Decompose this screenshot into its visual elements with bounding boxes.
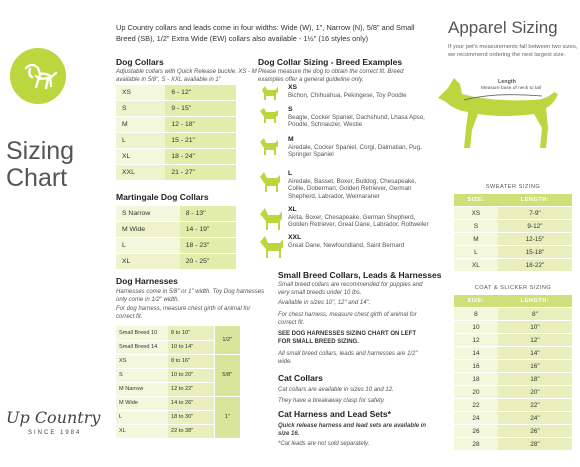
dog-xs-icon [258, 84, 280, 102]
table-row [116, 117, 236, 132]
cat-harness-p2: *Cat leads are not sold separately. [278, 441, 370, 447]
coat-sizing-title: COAT & SLICKER SIZING [474, 285, 552, 291]
breed-examples-title: Dog Collar Sizing - Breed Examples [258, 57, 403, 67]
size-cell: M [116, 117, 165, 132]
table-row [116, 85, 236, 100]
title-line-2: Chart [6, 164, 68, 192]
range-cell: 18 - 23" [180, 238, 236, 253]
breed-examples-note: Please measure the dog to obtain the correct fit. Breed examples offer a general guideline only. [258, 69, 404, 83]
width-cell: 1/2" [214, 326, 240, 354]
brand-since: SINCE 1984 [28, 430, 82, 436]
size-cell: L [116, 410, 168, 424]
length-label: Length [498, 79, 516, 85]
table-row [116, 396, 240, 410]
range-cell: 18 - 24" [165, 149, 236, 164]
size-cell: XS [116, 85, 165, 100]
cat-harness-p1: Quick release harness and lead sets are available in size 16. [278, 423, 427, 437]
table-row [454, 246, 572, 258]
size-cell: S Narrow [116, 206, 180, 221]
harnesses-note-2: For dog harness, measure chest girth of animal for correct fit. [116, 306, 251, 320]
length-cell: 8" [498, 308, 572, 320]
breed-text: Airedale, Basset, Boxer, Bulldog, Chesapeake, Collie, Doberman, Golden Retriever, German Shepherd, Labrador, Weimaraner [288, 177, 417, 200]
range-cell: 12 - 18" [165, 117, 236, 132]
table-row [116, 238, 236, 253]
table-row [116, 149, 236, 164]
small-breed-p4: SEE DOG HARNESSES SIZING CHART ON LEFT FOR SMALL BREED SIZING. [278, 331, 417, 345]
coat-table [454, 294, 572, 451]
range-cell: 8 to 10" [168, 326, 214, 340]
dog-collars-table [116, 84, 236, 181]
brand-logo: Up Country [6, 408, 101, 427]
cat-harness-title: Cat Harness and Lead Sets* [278, 409, 391, 419]
length-cell: 12-15" [498, 233, 572, 245]
size-cell: XL [454, 259, 498, 271]
size-cell: XL [116, 424, 168, 438]
table-row [454, 373, 572, 385]
sizing-chart-title [6, 138, 74, 192]
breed-text: Airedale, Cocker Spaniel, Corgi, Dalmatian, Pug, Springer Spaniel [288, 143, 422, 159]
range-cell: 10 to 20" [168, 368, 214, 382]
breed-item-s [288, 106, 428, 129]
column-header: SIZE: [454, 295, 498, 307]
table-header-row [454, 194, 572, 206]
range-cell: 8 - 13" [180, 206, 236, 221]
size-cell: S [454, 220, 498, 232]
size-cell: 26 [454, 425, 498, 437]
table-row [116, 222, 236, 237]
dog-l-icon [258, 170, 282, 192]
size-cell: XS [454, 207, 498, 219]
size-cell: XL [116, 149, 165, 164]
size-cell: Small Breed 14 [116, 340, 168, 354]
table-row [454, 207, 572, 219]
table-header-row [454, 295, 572, 307]
table-row [116, 165, 236, 180]
table-row [454, 399, 572, 411]
small-breed-p2: Available in sizes 10", 12" and 14". [278, 300, 371, 306]
harnesses-title: Dog Harnesses [116, 276, 178, 286]
size-cell: 28 [454, 438, 498, 450]
cat-collars-title: Cat Collars [278, 373, 323, 383]
intro-text: Up Country collars and leads come in four widths: Wide (W), 1", Narrow (N), 5/8" and Small Breed (SB), 1/2" Extra Wide (EW) collars also available - 1½" (16 styles only) [116, 23, 415, 43]
table-row [116, 206, 236, 221]
table-row [454, 412, 572, 424]
size-cell: M Wide [116, 396, 168, 410]
table-row [116, 326, 240, 340]
table-row [116, 354, 240, 368]
width-cell: 1" [214, 396, 240, 438]
size-cell: 12 [454, 334, 498, 346]
table-row [454, 347, 572, 359]
harnesses-note-1: Harnesses come in 5/8" or 1" width. Toy Dog harnesses only come in 1/2" width. [116, 289, 265, 303]
range-cell: 9 - 15" [165, 101, 236, 116]
breed-size: XS [288, 84, 298, 91]
length-cell: 26" [498, 425, 572, 437]
range-cell: 18 to 30" [168, 410, 214, 424]
table-row [116, 254, 236, 269]
range-cell: 15 - 21" [165, 133, 236, 148]
dog-s-icon [258, 106, 280, 124]
apparel-title: Apparel Sizing [448, 18, 558, 37]
length-cell: 28" [498, 438, 572, 450]
column-header: LENGTH: [498, 194, 572, 206]
dog-xl-icon [258, 206, 284, 230]
size-cell: S [116, 101, 165, 116]
size-cell: XXL [116, 165, 165, 180]
range-cell: 14 to 26" [168, 396, 214, 410]
small-breed-p3: For chest harness, measure chest girth of animal for correct fit. [278, 312, 417, 326]
table-row [454, 220, 572, 232]
range-cell: 10 to 14" [168, 340, 214, 354]
breed-item-xxl [288, 234, 428, 249]
breed-size: S [288, 106, 293, 113]
length-cell: 10" [498, 321, 572, 333]
length-cell: 12" [498, 334, 572, 346]
length-cell: 15-18" [498, 246, 572, 258]
size-cell: 8 [454, 308, 498, 320]
length-cell: 9-12" [498, 220, 572, 232]
column-header: SIZE: [454, 194, 498, 206]
size-cell: Small Breed 10 [116, 326, 168, 340]
martingale-table [116, 205, 236, 270]
apparel-note: If your pet's measurements fall between two sizes, we recommend ordering the next largest size. [448, 44, 578, 58]
size-cell: 22 [454, 399, 498, 411]
range-cell: 20 - 25" [180, 254, 236, 269]
length-cell: 22" [498, 399, 572, 411]
size-cell: M Wide [116, 222, 180, 237]
size-cell: 10 [454, 321, 498, 333]
size-cell: M [454, 233, 498, 245]
harnesses-table [116, 326, 240, 439]
cat-collars-p2: They have a breakaway clasp for safety. [278, 398, 385, 404]
table-row [454, 259, 572, 271]
length-cell: 24" [498, 412, 572, 424]
breed-size: L [288, 170, 293, 177]
breed-item-l [288, 170, 433, 200]
length-cell: 14" [498, 347, 572, 359]
size-cell: 16 [454, 360, 498, 372]
title-line-1: Sizing [6, 137, 75, 165]
sweater-sizing-title: SWEATER SIZING [485, 184, 541, 190]
breed-text: Beagle, Cocker Spaniel, Dachshund, Lhasa Apso, Poodle, Schnauzer, Westie [288, 113, 425, 129]
dog-logo-icon [10, 48, 66, 104]
size-cell: M Narrow [116, 382, 168, 396]
breed-item-m [288, 136, 428, 159]
cat-collars-p1: Cat collars are available in sizes 10 and 12. [278, 387, 394, 393]
table-row [454, 386, 572, 398]
small-breed-p1: Small breed collars are recommended for puppies and very small breeds under 10 lbs. [278, 282, 423, 296]
table-row [454, 308, 572, 320]
range-cell: 21 - 27" [165, 165, 236, 180]
dog-m-icon [258, 136, 280, 156]
breed-item-xl [288, 206, 433, 229]
length-cell: 18-22" [498, 259, 572, 271]
dog-collars-note: Adjustable collars with Quick Release buckle. XS - M available in 5/8", S - XXL available in 1" [116, 69, 257, 83]
small-breed-title: Small Breed Collars, Leads & Harnesses [278, 270, 442, 280]
dog-xxl-icon [258, 234, 284, 258]
table-row [454, 438, 572, 450]
width-cell: 5/8" [214, 354, 240, 396]
range-cell: 6 - 12" [165, 85, 236, 100]
size-cell: XL [116, 254, 180, 269]
range-cell: 8 to 16" [168, 354, 214, 368]
length-cell: 7-9" [498, 207, 572, 219]
sweater-table [454, 193, 572, 272]
size-cell: 14 [454, 347, 498, 359]
breed-size: XXL [288, 234, 302, 241]
breed-text: Bichon, Chihuahua, Pekingese, Toy Poodle [288, 91, 407, 99]
length-cell: 18" [498, 373, 572, 385]
length-cell: 20" [498, 386, 572, 398]
size-cell: 20 [454, 386, 498, 398]
table-row [116, 133, 236, 148]
column-header: LENGTH: [498, 295, 572, 307]
table-row [454, 360, 572, 372]
small-breed-p5: All small breed collars, leads and harnesses are 1/2" wide. [278, 351, 418, 365]
breed-size: XL [288, 206, 297, 213]
length-cell: 16" [498, 360, 572, 372]
length-note: Measure base of neck to tail [481, 86, 541, 91]
table-row [454, 233, 572, 245]
martingale-title: Martingale Dog Collars [116, 192, 209, 202]
table-row [454, 321, 572, 333]
logo-circle [10, 48, 66, 104]
size-cell: L [454, 246, 498, 258]
size-cell: 18 [454, 373, 498, 385]
breed-size: M [288, 136, 294, 143]
table-row [454, 334, 572, 346]
size-cell: L [116, 133, 165, 148]
table-row [116, 101, 236, 116]
size-cell: L [116, 238, 180, 253]
dog-collars-title: Dog Collars [116, 57, 164, 67]
range-cell: 12 to 22" [168, 382, 214, 396]
table-row [454, 425, 572, 437]
breed-text: Akita, Boxer, Chesapeake, German Shepherd, Golden Retriever, Great Dane, Labrador, Rottweiler [288, 213, 429, 229]
breed-item-xs [288, 84, 428, 99]
size-cell: 24 [454, 412, 498, 424]
size-cell: S [116, 368, 168, 382]
breed-text: Great Dane, Newfoundland, Saint Bernard [288, 241, 405, 249]
range-cell: 14 - 19" [180, 222, 236, 237]
size-cell: XS [116, 354, 168, 368]
range-cell: 22 to 38" [168, 424, 214, 438]
